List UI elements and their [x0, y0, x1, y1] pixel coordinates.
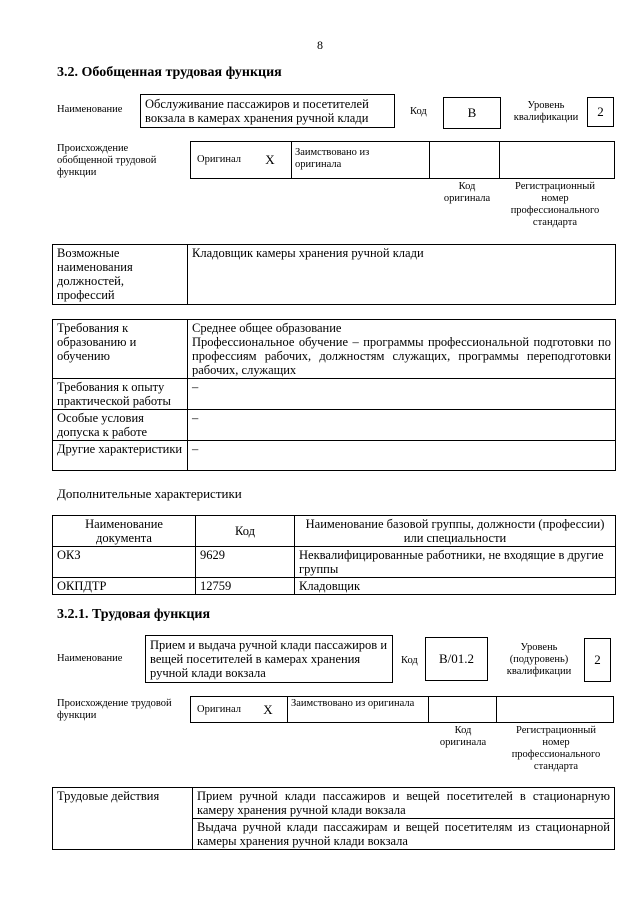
- level-value: 2: [587, 97, 614, 127]
- borrowed-label: Заимствовано из оригинала: [291, 698, 415, 709]
- requirement-label: Требования к образованию и обучению: [53, 320, 188, 379]
- doc-name-cell: ОКПДТР: [53, 578, 196, 595]
- level-label: Уровень (подуровень) квалификации: [506, 642, 572, 677]
- positions-table: [52, 244, 616, 305]
- reg-number-label: Регистрационный номер профессионального стандарта: [510, 181, 600, 228]
- labor-actions-table: [52, 787, 615, 850]
- origin-code-label: Код оригинала: [439, 725, 487, 748]
- additional-title: Дополнительные характеристики: [57, 486, 242, 501]
- code-cell: 9629: [196, 547, 295, 578]
- name-label: Наименование: [57, 104, 123, 115]
- requirement-value: –: [188, 379, 616, 410]
- header-cell: Наименование базовой группы, должности (профессии) или специальности: [295, 516, 616, 547]
- requirement-label: Особые условия допуска к работе: [53, 410, 188, 441]
- borrowed-label: Заимствовано из оригинала: [295, 147, 370, 170]
- requirement-label: Другие характеристики: [53, 441, 188, 471]
- code-value: B: [443, 97, 501, 129]
- group-name-cell: Кладовщик: [295, 578, 616, 595]
- original-label: Оригинал: [197, 703, 241, 715]
- additional-table: [52, 515, 616, 595]
- positions-label: Возможные наименования должностей, профессий: [53, 245, 188, 305]
- original-mark: X: [265, 152, 275, 167]
- requirement-value: –: [188, 441, 616, 471]
- group-name-cell: Неквалифицированные работники, не входящие в другие группы: [295, 547, 616, 578]
- origin-label: Происхождение обобщенной трудовой функции: [57, 143, 157, 178]
- origin-label: Происхождение трудовой функции: [57, 698, 172, 721]
- divider: [429, 142, 430, 178]
- doc-name-cell: ОКЗ: [53, 547, 196, 578]
- divider: [291, 142, 292, 178]
- requirement-value: [188, 320, 616, 379]
- requirement-line: Профессиональное обучение – программы профессиональной подготовки по профессиям рабочих, должностям служащих, программы переподготовки рабочих, служащих: [192, 335, 611, 377]
- name-label: Наименование: [57, 653, 123, 664]
- divider: [499, 142, 500, 178]
- reg-number-label: Регистрационный номер профессионального стандарта: [511, 725, 601, 772]
- divider: [287, 697, 288, 722]
- table-row: [53, 578, 616, 595]
- code-value: B/01.2: [425, 637, 488, 681]
- labor-action-item: Прием ручной клади пассажиров и вещей посетителей в стационарную камеру хранения ручной клади вокзала: [193, 788, 615, 819]
- requirement-value: –: [188, 410, 616, 441]
- header-cell: Наименование документа: [53, 516, 196, 547]
- code-label: Код: [410, 106, 427, 117]
- code-cell: 12759: [196, 578, 295, 595]
- labor-action-item: Выдача ручной клади пассажирам и вещей посетителям из стационарной камеры хранения ручной клади вокзала: [193, 819, 615, 850]
- origin-code-label: Код оригинала: [443, 181, 491, 204]
- origin-table: [190, 696, 614, 723]
- divider: [428, 697, 429, 722]
- requirement-label: Требования к опыту практической работы: [53, 379, 188, 410]
- level-label: Уровень квалификации: [513, 100, 579, 123]
- positions-value: Кладовщик камеры хранения ручной клади: [188, 245, 616, 305]
- labor-actions-label: Трудовые действия: [53, 788, 193, 850]
- origin-table: [190, 141, 615, 179]
- original-label: Оригинал: [197, 154, 241, 165]
- generalized-function-name: Обслуживание пассажиров и посетителей вокзала в камерах хранения ручной клади: [140, 94, 395, 128]
- code-label: Код: [401, 655, 418, 666]
- section-heading-3-2: 3.2. Обобщенная трудовая функция: [57, 65, 282, 80]
- requirement-line: Среднее общее образование: [192, 321, 342, 335]
- section-heading-3-2-1: 3.2.1. Трудовая функция: [57, 607, 211, 622]
- original-mark: X: [263, 701, 273, 717]
- divider: [496, 697, 497, 722]
- requirements-table: [52, 319, 616, 471]
- header-cell: Код: [196, 516, 295, 547]
- table-row: [53, 547, 616, 578]
- labor-function-name: Прием и выдача ручной клади пассажиров и вещей посетителей в камерах хранения ручной клади вокзала: [145, 635, 393, 683]
- level-value: 2: [584, 638, 611, 682]
- page-number: 8: [317, 38, 323, 52]
